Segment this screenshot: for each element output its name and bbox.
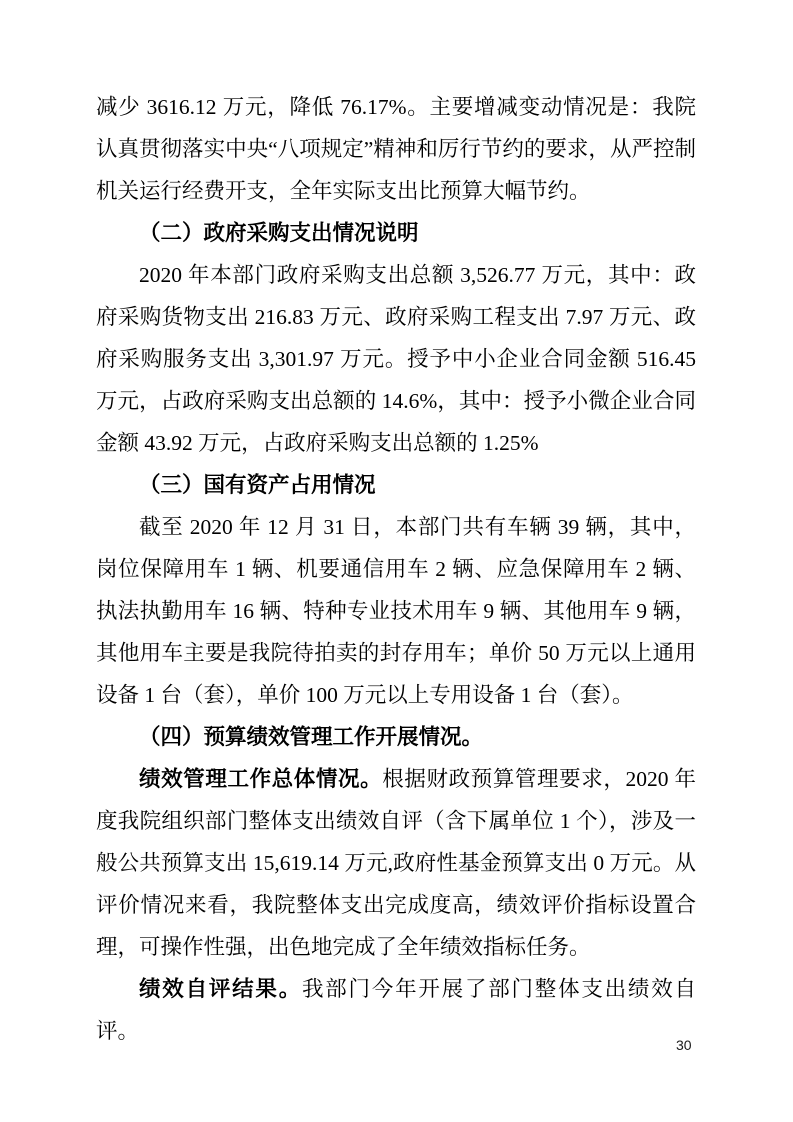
paragraph-self-evaluation-result: [96, 968, 696, 1052]
document-body: [96, 86, 696, 1052]
section-heading-government-procurement: （二）政府采购支出情况说明: [139, 221, 419, 245]
page-number: 30: [676, 1037, 692, 1053]
paragraph-performance-overview: [96, 758, 696, 968]
section-heading-budget-performance: （四）预算绩效管理工作开展情况。: [139, 725, 484, 749]
self-evaluation-body: 我部门今年开展了部门整体支出绩效自评。: [96, 977, 696, 1043]
performance-overview-body: 根据财政预算管理要求，2020 年度我院组织部门整体支出绩效自评（含下属单位 1 个），涉及一般公共预算支出 15,619.14 万元,政府性基金预算支出 0 万元。从评价情况来看，我院整体支出完成度高，绩效评价指标设置合理，可操作性强，出色地完成了全年绩效指标任务。: [96, 767, 696, 959]
performance-overview-lead: 绩效管理工作总体情况。: [139, 767, 383, 791]
paragraph-procurement-details: 2020 年本部门政府采购支出总额 3,526.77 万元，其中：政府采购货物支出 216.83 万元、政府采购工程支出 7.97 万元、政府采购服务支出 3,301.97 万元。授予中小企业合同金额 516.45 万元，占政府采购支出总额的 14.6%，其中：授予小微企业合同金额 43.92 万元，占政府采购支出总额的 1.25%: [96, 263, 696, 455]
paragraph-state-assets-details: 截至 2020 年 12 月 31 日，本部门共有车辆 39 辆，其中，岗位保障用车 1 辆、机要通信用车 2 辆、应急保障用车 2 辆、执法执勤用车 16 辆、特种专业技术用车 9 辆、其他用车 9 辆，其他用车主要是我院待拍卖的封存用车；单价 50 万元以上通用设备 1 台（套），单价 100 万元以上专用设备 1 台（套）。: [96, 515, 696, 707]
self-evaluation-lead: 绩效自评结果。: [139, 977, 302, 1001]
paragraph-expenditure-change: 减少 3616.12 万元，降低 76.17%。主要增减变动情况是：我院认真贯彻落实中央“八项规定”精神和厉行节约的要求，从严控制机关运行经费开支，全年实际支出比预算大幅节约。: [96, 95, 696, 203]
section-heading-state-assets: （三）国有资产占用情况: [139, 473, 376, 497]
